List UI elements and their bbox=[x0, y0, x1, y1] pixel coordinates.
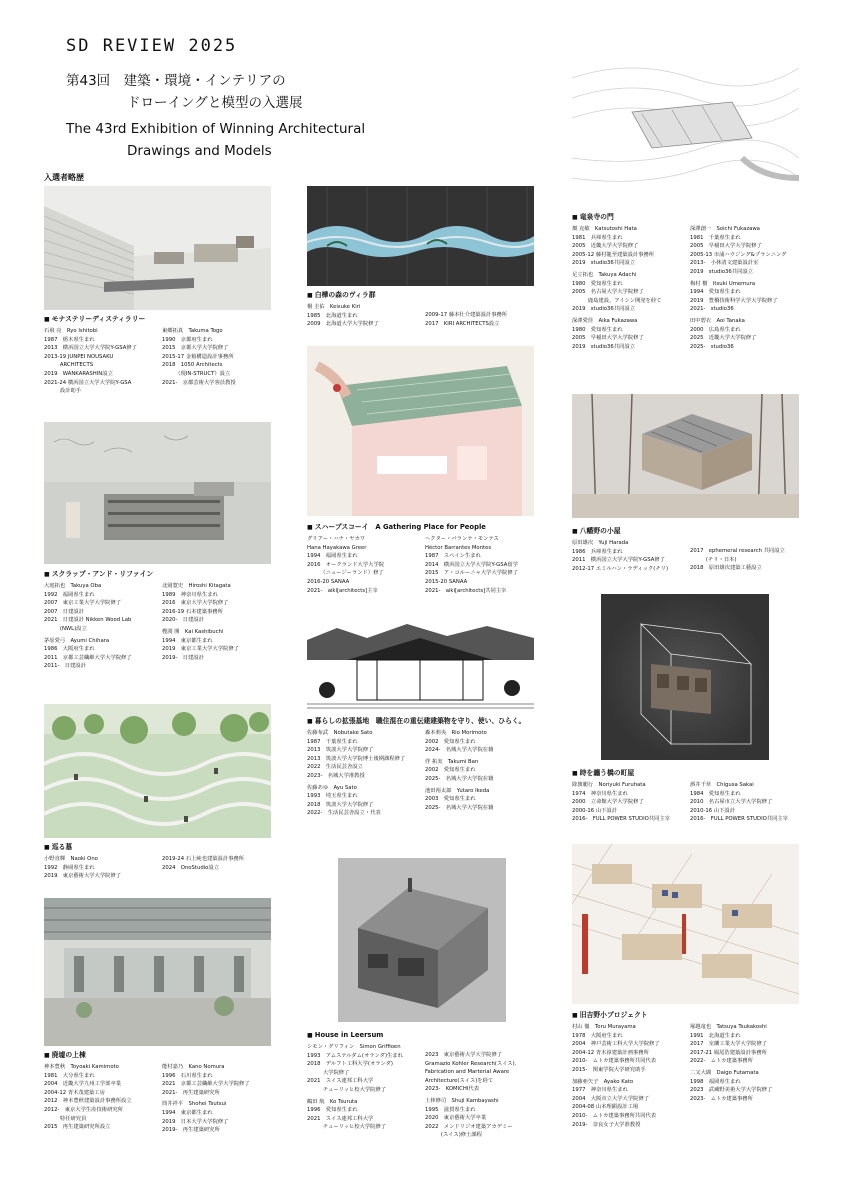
shirakaba-model-photo bbox=[307, 186, 534, 286]
haikyo-collage bbox=[44, 898, 271, 1046]
person-history: 1993 埼玉県生まれ 2018 筑波大学大学院修了 2022- 生活民芸舎設立・代表 bbox=[307, 793, 381, 817]
person-name: 深澤愛佳 Aika Fukazawa bbox=[572, 317, 638, 324]
entry-title: ■ 白樺の森のヴィラ群 bbox=[307, 290, 537, 301]
person-history: 1990 京都府生まれ 2015 京都大学大学院修了 2015-17 金箱構造設計事務所 2018 1050 Architects （現IN-STRUCT）設立 2021- 京都芸術大学客員教授 bbox=[162, 336, 236, 386]
person-history: 1978 大阪府生まれ 2004 神戸芸術工科大学大学院修了 2004-12 青木淳建築計画事務所 2010- ムトカ建築事務所共同代表 2015- 関東学院大学研究助手 bbox=[572, 1032, 660, 1073]
person-name: 能村嘉乃 Kano Nomura bbox=[162, 1064, 225, 1070]
english-subtitle bbox=[66, 118, 365, 162]
entry-title: ■ 暮らしの拡張基地 職住混在の重伝建建築物を守り、使い、ひらく。 bbox=[307, 716, 537, 727]
entry-shirakaba bbox=[307, 290, 537, 332]
person-name: 田中碧衣 Aoi Tanaka bbox=[690, 317, 745, 324]
person-history: 1987 栃木県生まれ 2013 横浜国立大学大学院Y-GSA修了 2013-19 JUNPEI NOUSAKU ARCHITECTS 2019 WANKARASHIN設立 2021-24 横浜国立大学大学院Y-GSA 設計助手 bbox=[44, 336, 137, 395]
entry-title: ■ 時を纏う橋の町屋 bbox=[572, 768, 802, 779]
person-name: 茅原愛弓 Ayumi Chihara bbox=[44, 637, 110, 644]
japanese-subtitle bbox=[66, 70, 303, 114]
yawatano-model-photo bbox=[572, 394, 799, 518]
person-history: 1998 福岡県生まれ 2023 武蔵野美術大学大学院修了 2023- ムトカ建築事務所 bbox=[690, 1078, 773, 1102]
kyuyoshino-axonometric bbox=[572, 844, 799, 1004]
person-history: 1993 アムステルダム(オランダ)生まれ 2018 デルフト工科大学(オランダ) 大学院修了 2021 スイス連邦工科大学 チューリッヒ校大学院修了 bbox=[307, 1052, 403, 1093]
entry-kurashi bbox=[307, 716, 537, 821]
entry-yawatano bbox=[572, 526, 802, 576]
person-name: 上林修司 Shuji Kambayashi bbox=[425, 1097, 499, 1104]
scrap-refine-model-photo bbox=[44, 422, 271, 564]
person-name: 神本豊秋 Toyoaki Kamimoto bbox=[44, 1064, 119, 1070]
megurubo-rendering bbox=[44, 704, 271, 838]
monastery-model-photo bbox=[44, 186, 271, 310]
entry-title: ■ スハープスコーイ A Gathering Place for People bbox=[307, 522, 537, 533]
swoop-model-photo bbox=[307, 346, 534, 516]
person-name: 降旗範行 Noriyuki Furuhata bbox=[572, 782, 646, 788]
entry-title: ■ 巡る墓 bbox=[44, 842, 274, 853]
tokinomachiya-model-photo bbox=[601, 594, 769, 760]
entry-tokinomachiya bbox=[572, 768, 802, 827]
person-history: 1994 東京都生まれ 2019 日本大学大学院修了 2019- 再生建築研究所 bbox=[162, 1109, 229, 1134]
person-name: 畑 克敏 Katsutoshi Hata bbox=[572, 226, 637, 232]
person-history: 1994 福岡県生まれ 2016 オークランド大学大学院 （ニュージーランド）修了 2016-20 SANAA 2021- aiki[architects]主宰 bbox=[307, 553, 385, 594]
person-name: 小野直輝 Naoki Ono bbox=[44, 856, 98, 862]
entry-swoop bbox=[307, 522, 537, 598]
person-name: 加藤亜矢子 Ayako Kato bbox=[572, 1078, 634, 1085]
person-history: 1996 石川県生まれ 2021 京都工芸繊維大学大学院修了 2021- 再生建築研究所 bbox=[162, 1072, 250, 1096]
entry-kyuyoshino bbox=[572, 1010, 802, 1132]
person-history: 1981 千葉県生まれ 2005 早稲田大学大学院修了 2005-13 市浦ハウジング&プランニング 2013- 小林清文建築設計室 2019 studio36共同設立 bbox=[690, 234, 787, 275]
person-name: 佐藤あゆ Ayu Sato bbox=[307, 784, 357, 791]
person-history: 1984 愛知県生まれ 2010 名古屋市立大学大学院修了 2010-16 山下設計 2016- FULL POWER STUDIO共同主宰 bbox=[690, 790, 788, 823]
person-name: 佐藤布武 Nobutake Sato bbox=[307, 730, 373, 736]
person-history: 1974 神奈川県生まれ 2000 立命館大学大学院修了 2000-16 山下設計 2016- FULL POWER STUDIO共同主宰 bbox=[572, 790, 670, 823]
ryusenji-site-drawing bbox=[572, 48, 799, 198]
person-name: 池田裕太郎 Yutaro Ikeda bbox=[425, 787, 490, 794]
person-name: 森本莉央 Rio Morimoto bbox=[425, 730, 487, 736]
person-name: 深澤創一 Soichi Fukazawa bbox=[690, 226, 760, 232]
person-history: 1994 愛知県生まれ 2019 豊橋技術科学大学大学院修了 2021- studio36 bbox=[690, 289, 778, 313]
person-history: 1986 大阪府生まれ 2011 京都工芸繊維大学大学院修了 2011- 日建設計 bbox=[44, 646, 132, 670]
entry-title: ■ スクラップ・アンド・リファイン bbox=[44, 569, 274, 580]
entry-title: ■ 旧吉野小プロジェクト bbox=[572, 1010, 802, 1021]
person-name: グリアー・ハナ・ヤカワ Hana Hayakawa Greer bbox=[307, 536, 367, 551]
person-history: 1977 神奈川県生まれ 2004 大阪市立大学大学院修了 2004-08 山本理顕設計工場 2010- ムトカ建築事務所共同代表 2019- 奈良女子大学准教授 bbox=[572, 1087, 657, 1128]
person-name: 大庭拓也 Takuya Oba bbox=[44, 583, 102, 589]
person-history: 1994 東京都生まれ 2019 東京工業大学大学院修了 2019- 日建設計 bbox=[162, 637, 240, 661]
person-history: 2023 東京藝術大学大学院修了 Gramazio Kohler Research(スイス)、 Fabrication and Marterial Aware Architecture(スイス)を経て 2023- KOMICHI代表 bbox=[425, 1052, 520, 1093]
entry-ryusenji bbox=[572, 212, 802, 354]
person-name: 酒井千草 Chigusa Sakai bbox=[690, 782, 754, 788]
entry-leersum bbox=[307, 1030, 537, 1143]
entry-title: ■ 竜泉寺の門 bbox=[572, 212, 802, 223]
person-history: 1987 千葉県生まれ 2013 筑波大学大学院修了 2013 筑波大学大学院博士後期課程修了 2022 生活民芸舎設立 2023- 名城大学准教授 bbox=[307, 738, 406, 779]
entry-title: ■ House in Leersum bbox=[307, 1030, 537, 1041]
person-history: 2017 ephemeral research 共同設立 (チリ・日本) 2018 原田雄次建築工藝設立 bbox=[690, 548, 785, 572]
person-name: 原田雄次 Yuji Harada bbox=[572, 540, 629, 546]
person-name: 二又大瑚 Daigo Futamata bbox=[690, 1069, 759, 1076]
person-history: 1987 スペイン生まれ 2014 横浜国立大学大学院Y-GSA留学 2015 ア・コルーニャ大学大学院修了 2015-20 SANAA 2021- aiki[architects]共同主宰 bbox=[425, 553, 518, 594]
en-line-2: Drawings and Models bbox=[127, 143, 272, 159]
entry-title: ■ 八幡野の小屋 bbox=[572, 526, 802, 537]
person-history: 1981 大分県生まれ 2004 近畿大学九州工学部卒業 2004-12 青木茂建築工房 2012 神本豊秋建築設計事務所設立 2012- 東京大学生産技術研究所 特任研究員 2015 再生建築研究所設立 bbox=[44, 1072, 132, 1131]
section-label: 入選者略歴 bbox=[44, 173, 84, 182]
person-history: 1980 愛知県生まれ 2005 名古屋大学大学院修了 鹿島建設、アイシン開発を経て 2019 studio36共同設立 bbox=[572, 280, 662, 313]
person-history: 1992 静岡県生まれ 2019 東京藝術大学大学院修了 bbox=[44, 864, 122, 880]
person-name: 北岡寛史 Hiroshi Kitagata bbox=[162, 583, 231, 589]
kurashi-drawing bbox=[307, 620, 534, 712]
person-name: 塚越竜也 Tatsuya Tsukakoshi bbox=[690, 1024, 767, 1030]
person-name: シモン・グリフィン Simon Griffioen bbox=[307, 1044, 401, 1050]
person-history: 2000 広島県生まれ 2025 近畿大学大学院修了 2025- studio36 bbox=[690, 326, 757, 350]
person-name: 足立拓也 Takuya Adachi bbox=[572, 271, 637, 278]
entry-title: ■ 廃墟の上棟 bbox=[44, 1050, 274, 1061]
person-name: 東郷拓真 Takuma Togo bbox=[162, 328, 223, 334]
person-history: 1980 愛知県生まれ 2005 早稲田大学大学院修了 2019 studio36共同設立 bbox=[572, 326, 644, 350]
exhibition-title: SD REVIEW 2025 bbox=[66, 36, 238, 56]
person-history: 1995 滋賀県生まれ 2020 東京藝術大学卒業 2022 メンドリジオ建築アカデミー (スイス)修士課程 bbox=[425, 1106, 513, 1139]
entry-haikyo bbox=[44, 1050, 274, 1138]
jp-line-1: 第43回 建築・環境・インテリアの bbox=[66, 73, 286, 89]
leersum-model-render bbox=[338, 858, 506, 1022]
entry-scrap-refine bbox=[44, 569, 274, 674]
person-name: 梅村 樹 Itsuki Umemura bbox=[690, 280, 756, 287]
person-name: ヘクター・バランテ・モンテス Héctor Barrantes Montes bbox=[425, 536, 499, 551]
person-name: 鶴田 航 Ko Tsuruta bbox=[307, 1098, 358, 1105]
en-line-1: The 43rd Exhibition of Winning Architectural bbox=[66, 121, 366, 137]
person-name: 伴 拓実 Takumi Ban bbox=[425, 758, 479, 765]
person-history: 1981 兵庫県生まれ 2005 近畿大学大学院修了 2005-12 藤村龍至建築設計事務所 2019 studio36共同設立 bbox=[572, 234, 655, 267]
entry-megurubo bbox=[44, 842, 274, 884]
person-history: 1985 北海道生まれ 2009 北海道大学大学院修了 bbox=[307, 312, 379, 328]
person-name: 筒井祥平 Shohei Tsutsui bbox=[162, 1101, 227, 1108]
person-name: 樫渕 開 Kai Kashibuchi bbox=[162, 628, 224, 635]
person-name: 石飛 亮 Ryo Ishitobi bbox=[44, 328, 98, 334]
person-history: 2019-24 石上純也建築設計事務所 2024 OnoStudio設立 bbox=[162, 856, 245, 871]
entry-monastery bbox=[44, 314, 274, 399]
person-name: 桐 圭佑 Keisuke Kiri bbox=[307, 304, 361, 310]
jp-line-2: ドローイングと模型の入選展 bbox=[127, 95, 303, 111]
person-name: 村山 徹 Toru Murayama bbox=[572, 1024, 636, 1030]
person-history: 1986 兵庫県生まれ 2011 横浜国立大学大学院Y-GSA修了 2012-17 エミルハン・ラディック(チリ) bbox=[572, 548, 669, 572]
person-history: 2002 愛知県生まれ 2025- 名城大学大学院在籍 bbox=[425, 767, 494, 782]
person-history: 1991 北海道生まれ 2017 室蘭工業大学大学院修了 2017-21 堀尾浩建築設計事務所 2022- ムトカ建築事務所 bbox=[690, 1032, 768, 1065]
entry-title: ■ モナステリーディスティラリー bbox=[44, 314, 274, 325]
person-history: 1992 福岡県生まれ 2007 東京工業大学大学院修了 2007 日建設計 2021 日建設計 Nikken Wood Lab (NWL)設立 bbox=[44, 591, 132, 632]
person-history: 2003 愛知県生まれ 2025- 名城大学大学院在籍 bbox=[425, 796, 494, 811]
person-history: 1996 愛知県生まれ 2021 スイス連邦工科大学 チューリッヒ校大学院修了 bbox=[307, 1107, 387, 1131]
person-history: 2009-17 藤本壮介建築設計事務所 2017 KIRI ARCHITECTS設立 bbox=[425, 312, 508, 327]
person-history: 1989 神奈川県生まれ 2016 東京大学大学院修了 2016-19 石本建築事務所 2020- 日建設計 bbox=[162, 591, 229, 624]
person-history: 2002 愛知県生まれ 2024- 名城大学大学院在籍 bbox=[425, 738, 494, 754]
